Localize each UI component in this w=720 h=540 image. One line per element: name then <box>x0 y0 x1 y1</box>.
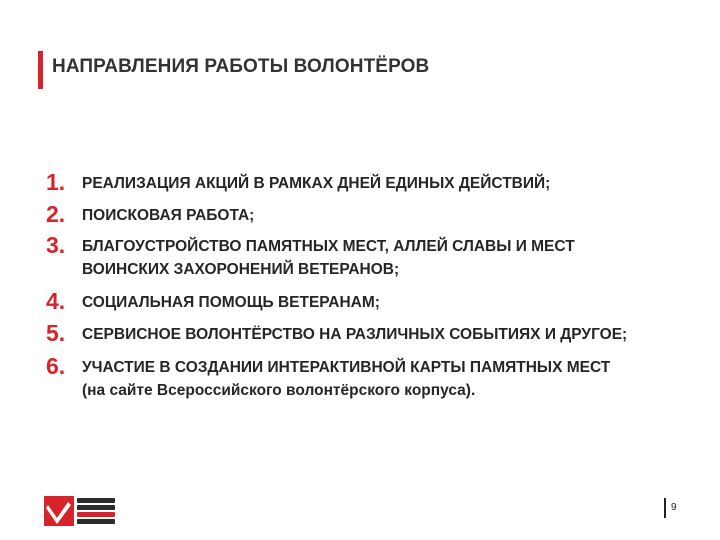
list-item-number: 2. <box>46 201 66 227</box>
list-item-number: 3. <box>46 232 66 258</box>
list-item-text-continuation: (на сайте Всероссийского волонтёрского корпуса). <box>82 382 476 399</box>
list-item-number: 5. <box>46 320 66 346</box>
list-item-text: СЕРВИСНОЕ ВОЛОНТЁРСТВО НА РАЗЛИЧНЫХ СОБЫТИЯХ И ДРУГОЕ; <box>82 326 628 343</box>
page-number: 9 <box>671 502 677 513</box>
list-item-text-block <box>82 352 696 402</box>
list-item-text: СОЦИАЛЬНАЯ ПОМОЩЬ ВЕТЕРАНАМ; <box>82 294 380 311</box>
list-item-text-block <box>82 231 696 281</box>
list-item-text: ПОИСКОВАЯ РАБОТА; <box>82 207 255 224</box>
list-item <box>46 168 696 196</box>
list-item-text-continuation: ВОИНСКИХ ЗАХОРОНЕНИЙ ВЕТЕРАНОВ; <box>82 261 400 278</box>
list-item <box>46 287 696 315</box>
list-item-text: РЕАЛИЗАЦИЯ АКЦИЙ В РАМКАХ ДНЕЙ ЕДИНЫХ ДЕЙСТВИЙ; <box>82 175 551 192</box>
list-item <box>46 231 696 281</box>
logo-wordmark <box>77 498 115 526</box>
list-item-text: УЧАСТИЕ В СОЗДАНИИ ИНТЕРАКТИВНОЙ КАРТЫ ПАМЯТНЫХ МЕСТ <box>82 359 611 376</box>
list-item <box>46 200 696 228</box>
list-item-number: 4. <box>46 288 66 314</box>
list-item <box>46 352 696 402</box>
list-item-text: БЛАГОУСТРОЙСТВО ПАМЯТНЫХ МЕСТ, АЛЛЕЙ СЛАВЫ И МЕСТ <box>82 238 575 255</box>
page-title: НАПРАВЛЕНИЯ РАБОТЫ ВОЛОНТЁРОВ <box>52 56 430 77</box>
directions-list <box>46 168 696 402</box>
list-item-number: 1. <box>46 169 66 195</box>
page-number-bar <box>664 498 666 518</box>
title-accent-bar <box>38 51 43 89</box>
list-item-number: 6. <box>46 353 66 379</box>
list-item <box>46 319 696 347</box>
volunteer-corps-logo <box>44 496 116 528</box>
volunteer-corps-logo-icon <box>44 496 74 526</box>
